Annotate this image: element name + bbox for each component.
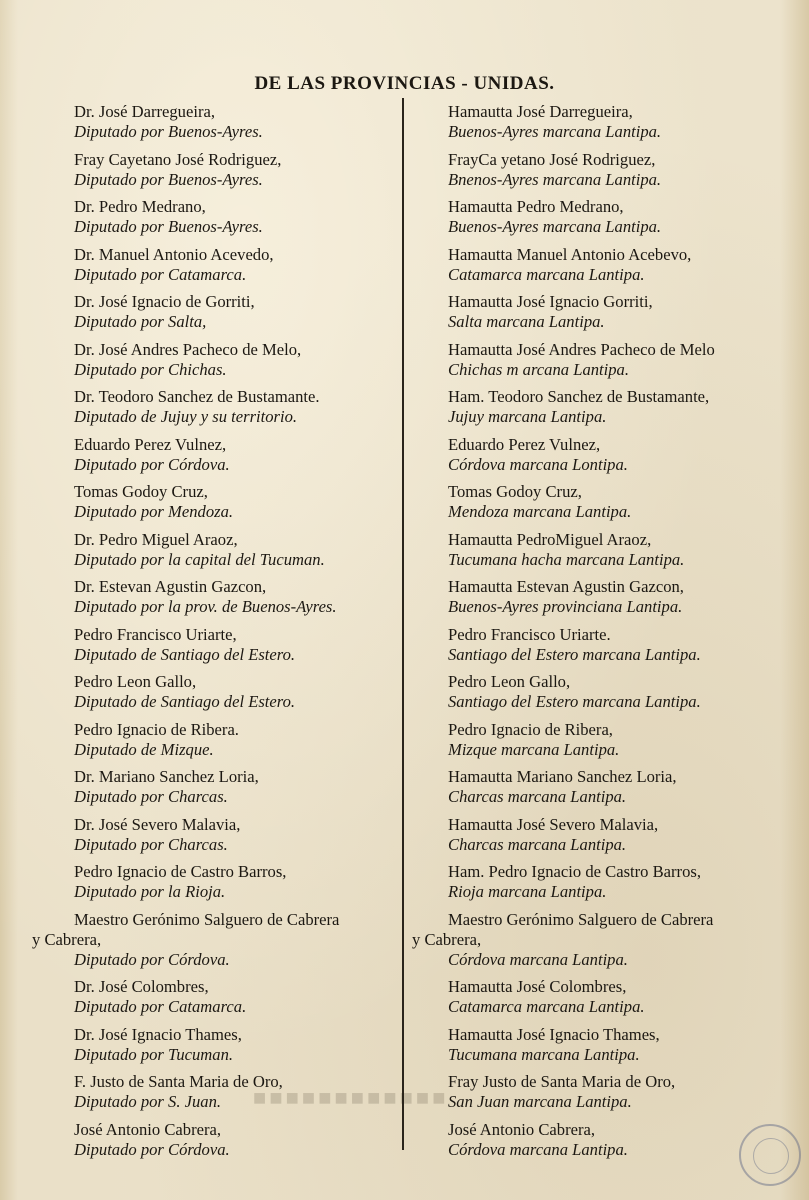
deputy-name: Dr. Estevan Agustin Gazcon, bbox=[74, 577, 267, 596]
list-item bbox=[412, 245, 792, 285]
list-item bbox=[32, 482, 397, 522]
deputy-role: Tucumana marcana Lantipa. bbox=[448, 1044, 640, 1064]
list-item bbox=[32, 862, 397, 902]
list-item bbox=[32, 672, 397, 712]
list-item bbox=[412, 672, 792, 712]
deputy-name: Pedro Leon Gallo, bbox=[448, 672, 571, 691]
show-through-texture: ■■■■■■■■■■■■ bbox=[250, 1085, 446, 1110]
deputy-role: Santiago del Estero marcana Lantipa. bbox=[448, 692, 701, 711]
list-item bbox=[412, 625, 792, 665]
deputy-name: Pedro Leon Gallo, bbox=[74, 672, 197, 691]
deputy-role: Diputado de Santiago del Estero. bbox=[74, 644, 296, 664]
list-item bbox=[412, 577, 792, 617]
deputy-name: Dr. Pedro Miguel Araoz, bbox=[74, 529, 238, 549]
deputy-name: Hamautta Manuel Antonio Acebevo, bbox=[448, 244, 692, 264]
spanish-column bbox=[32, 102, 397, 1167]
deputy-name: Dr. José Darregueira, bbox=[74, 102, 215, 121]
deputy-name: Hamautta José Colombres, bbox=[448, 977, 627, 996]
deputy-name: Hamautta José Ignacio Gorriti, bbox=[448, 292, 653, 311]
deputy-role: Diputado por Catamarca. bbox=[74, 264, 247, 284]
list-item bbox=[412, 977, 792, 1017]
quechua-column bbox=[412, 102, 792, 1167]
deputy-role: Diputado por Buenos-Ayres. bbox=[74, 217, 263, 236]
list-item bbox=[412, 815, 792, 855]
deputy-name: Pedro Francisco Uriarte, bbox=[74, 624, 237, 644]
list-item bbox=[412, 1072, 792, 1112]
deputy-role: Diputado por Mendoza. bbox=[74, 502, 234, 521]
deputy-role: Diputado de Mizque. bbox=[74, 739, 214, 759]
deputy-role: Diputado por Córdova. bbox=[74, 949, 230, 969]
deputy-role: Diputado por Charcas. bbox=[74, 787, 228, 806]
deputy-role: Santiago del Estero marcana Lantipa. bbox=[448, 644, 701, 664]
deputy-name: Dr. José Andres Pacheco de Melo, bbox=[74, 339, 302, 359]
deputy-role: Diputado por la Rioja. bbox=[74, 882, 226, 901]
deputy-role: San Juan marcana Lantipa. bbox=[448, 1092, 632, 1111]
deputy-role: Salta marcana Lantipa. bbox=[448, 312, 605, 331]
deputy-name: Hamautta José Ignacio Thames, bbox=[448, 1024, 660, 1044]
list-item bbox=[412, 720, 792, 760]
deputy-name: Hamautta José Darregueira, bbox=[448, 102, 633, 121]
deputy-name: Pedro Francisco Uriarte. bbox=[448, 624, 611, 644]
list-item bbox=[32, 720, 397, 760]
list-item bbox=[412, 910, 792, 970]
list-item bbox=[32, 910, 397, 970]
deputy-role: Córdova marcana Lontipa. bbox=[448, 454, 628, 474]
deputy-name: Dr. José Colombres, bbox=[74, 977, 209, 996]
list-item bbox=[32, 435, 397, 475]
deputy-role: Buenos-Ayres provinciana Lantipa. bbox=[448, 597, 683, 616]
list-item bbox=[412, 862, 792, 902]
deputy-name: Fray Justo de Santa Maria de Oro, bbox=[448, 1072, 676, 1091]
deputy-role: Bnenos-Ayres marcana Lantipa. bbox=[448, 169, 662, 189]
deputy-role: Diputado por Catamarca. bbox=[74, 997, 247, 1016]
deputy-name: Fray Cayetano José Rodriguez, bbox=[74, 149, 282, 169]
deputy-name: Ham. Teodoro Sanchez de Bustamante, bbox=[448, 387, 710, 406]
deputy-role: Buenos-Ayres marcana Lantipa. bbox=[448, 217, 662, 236]
deputy-name: Dr. Mariano Sanchez Loria, bbox=[74, 767, 259, 786]
library-stamp-seal bbox=[739, 1124, 801, 1186]
list-item bbox=[32, 1025, 397, 1065]
deputy-role: Córdova marcana Lantipa. bbox=[448, 949, 628, 969]
deputy-name: Dr. José Severo Malavia, bbox=[74, 814, 241, 834]
deputy-name: Eduardo Perez Vulnez, bbox=[448, 434, 601, 454]
deputy-name: Dr. Teodoro Sanchez de Bustamante. bbox=[74, 387, 320, 406]
list-item bbox=[412, 530, 792, 570]
deputy-role: Diputado por Buenos-Ayres. bbox=[74, 122, 263, 141]
list-item bbox=[412, 1025, 792, 1065]
deputy-name: Hamautta Mariano Sanchez Loria, bbox=[448, 767, 677, 786]
deputy-role: Diputado por la capital del Tucuman. bbox=[74, 549, 325, 569]
deputy-role: Diputado de Jujuy y su territorio. bbox=[74, 407, 298, 426]
deputy-role: Diputado por S. Juan. bbox=[74, 1092, 222, 1111]
deputy-role: Córdova marcana Lantipa. bbox=[448, 1139, 628, 1159]
list-item bbox=[412, 150, 792, 190]
deputy-name: Maestro Gerónimo Salguero de Cabrera bbox=[448, 909, 714, 929]
list-item bbox=[412, 197, 792, 237]
deputy-name: Hamautta José Andres Pacheco de Melo bbox=[448, 339, 715, 359]
deputy-role: Diputado por Salta, bbox=[74, 312, 207, 331]
deputy-name: Dr. Manuel Antonio Acevedo, bbox=[74, 244, 274, 264]
list-item bbox=[32, 150, 397, 190]
deputy-name: Pedro Ignacio de Ribera. bbox=[74, 719, 239, 739]
deputy-name: Tomas Godoy Cruz, bbox=[74, 482, 208, 501]
deputy-name: F. Justo de Santa Maria de Oro, bbox=[74, 1072, 283, 1091]
list-item bbox=[32, 292, 397, 332]
deputy-role: Rioja marcana Lantipa. bbox=[448, 882, 607, 901]
deputy-name: Pedro Ignacio de Castro Barros, bbox=[74, 862, 287, 881]
list-item bbox=[412, 292, 792, 332]
deputy-name: Dr. Pedro Medrano, bbox=[74, 197, 206, 216]
deputy-name-continuation: y Cabrera, bbox=[32, 929, 102, 949]
list-item bbox=[32, 245, 397, 285]
deputy-role: Diputado por Charcas. bbox=[74, 834, 228, 854]
deputy-role: Diputado por Buenos-Ayres. bbox=[74, 169, 263, 189]
list-item bbox=[412, 767, 792, 807]
deputy-name: Ham. Pedro Ignacio de Castro Barros, bbox=[448, 862, 701, 881]
deputy-role: Diputado por Córdova. bbox=[74, 1139, 230, 1159]
deputy-role: Charcas marcana Lantipa. bbox=[448, 834, 627, 854]
deputy-name: José Antonio Cabrera, bbox=[74, 1119, 222, 1139]
deputy-name: Hamautta PedroMiguel Araoz, bbox=[448, 529, 652, 549]
deputy-role: Diputado de Santiago del Estero. bbox=[74, 692, 296, 711]
deputy-name: Hamautta Pedro Medrano, bbox=[448, 197, 624, 216]
list-item bbox=[32, 102, 397, 142]
list-item bbox=[412, 102, 792, 142]
list-item bbox=[32, 977, 397, 1017]
deputy-role: Mendoza marcana Lantipa. bbox=[448, 502, 632, 521]
deputy-name: Pedro Ignacio de Ribera, bbox=[448, 719, 613, 739]
deputy-name: Dr. José Ignacio de Gorriti, bbox=[74, 292, 255, 311]
deputy-name: Maestro Gerónimo Salguero de Cabrera bbox=[74, 909, 340, 929]
list-item bbox=[412, 435, 792, 475]
deputy-name: FrayCa yetano José Rodriguez, bbox=[448, 149, 656, 169]
deputy-role: Charcas marcana Lantipa. bbox=[448, 787, 627, 806]
deputy-name: Hamautta Estevan Agustin Gazcon, bbox=[448, 577, 684, 596]
list-item bbox=[32, 815, 397, 855]
deputy-role: Diputado por Córdova. bbox=[74, 454, 230, 474]
deputy-role: Diputado por Chichas. bbox=[74, 359, 227, 379]
deputy-role: Mizque marcana Lantipa. bbox=[448, 739, 620, 759]
list-item bbox=[412, 1120, 792, 1160]
deputy-name: Tomas Godoy Cruz, bbox=[448, 482, 582, 501]
list-item bbox=[32, 1072, 397, 1112]
deputy-name: Hamautta José Severo Malavia, bbox=[448, 814, 659, 834]
list-item bbox=[32, 625, 397, 665]
deputy-role: Tucumana hacha marcana Lantipa. bbox=[448, 549, 685, 569]
list-item bbox=[32, 530, 397, 570]
list-item bbox=[32, 767, 397, 807]
page-title: DE LAS PROVINCIAS - UNIDAS. bbox=[254, 72, 555, 94]
deputy-name: Dr. José Ignacio Thames, bbox=[74, 1024, 242, 1044]
deputy-name: Eduardo Perez Vulnez, bbox=[74, 434, 227, 454]
list-item bbox=[32, 197, 397, 237]
list-item bbox=[412, 340, 792, 380]
list-item bbox=[412, 482, 792, 522]
column-divider bbox=[402, 98, 404, 1150]
deputy-role: Chichas m arcana Lantipa. bbox=[448, 359, 629, 379]
list-item bbox=[32, 577, 397, 617]
deputy-role: Catamarca marcana Lantipa. bbox=[448, 997, 645, 1016]
deputy-name-continuation: y Cabrera, bbox=[412, 929, 482, 949]
list-item bbox=[412, 387, 792, 427]
deputy-role: Diputado por la prov. de Buenos-Ayres. bbox=[74, 597, 337, 616]
deputy-role: Buenos-Ayres marcana Lantipa. bbox=[448, 122, 662, 141]
deputy-role: Jujuy marcana Lantipa. bbox=[448, 407, 607, 426]
deputy-role: Diputado por Tucuman. bbox=[74, 1044, 234, 1064]
list-item bbox=[32, 340, 397, 380]
deputy-name: José Antonio Cabrera, bbox=[448, 1119, 596, 1139]
list-item bbox=[32, 1120, 397, 1160]
deputy-role: Catamarca marcana Lantipa. bbox=[448, 264, 645, 284]
list-item bbox=[32, 387, 397, 427]
